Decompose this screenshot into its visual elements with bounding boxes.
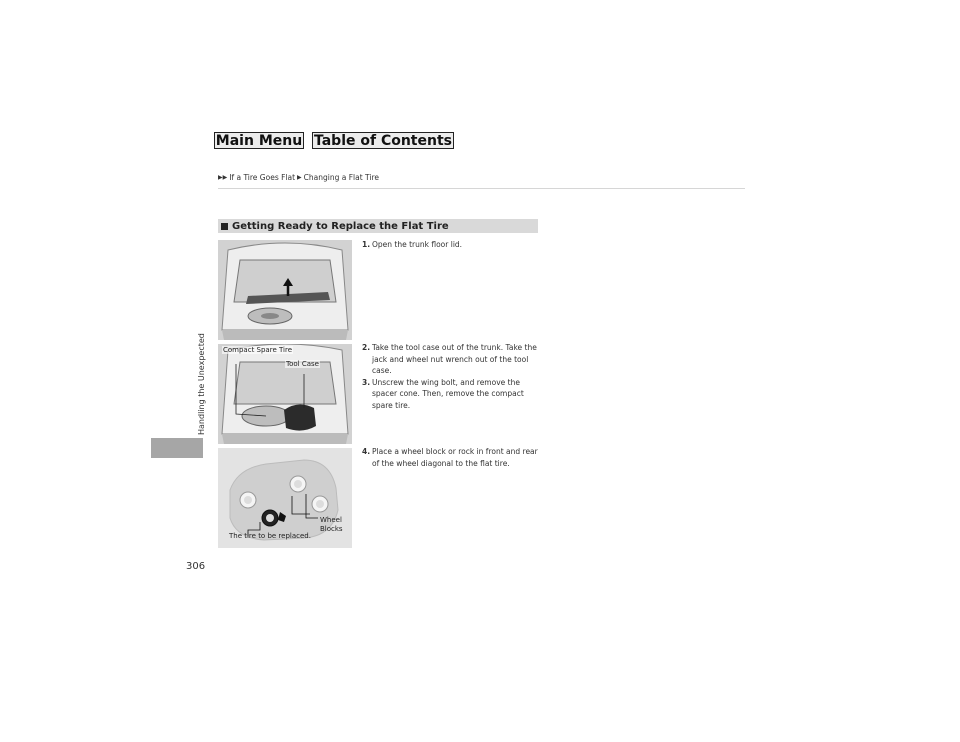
tool-case-label: Tool Case (286, 360, 319, 368)
section-header (218, 219, 538, 233)
main-menu-button[interactable]: Main Menu (215, 133, 303, 149)
step-number: 2. (362, 343, 371, 352)
header-divider (218, 188, 745, 189)
breadcrumb-arrow-icon: ▶ (297, 174, 302, 181)
breadcrumb-arrow-icon: ▶▶ (218, 174, 228, 181)
page-number: 306 (186, 561, 206, 572)
figure-tool-case (218, 344, 352, 444)
figure-open-trunk-floor (218, 240, 352, 340)
step-text: Place a wheel block or rock in front and rear of the wheel diagonal to the flat tire. (372, 447, 538, 468)
side-tab-marker (151, 438, 203, 458)
breadcrumb-item-changing: Changing a Flat Tire (303, 173, 380, 182)
step-text: Unscrew the wing bolt, and remove the spacer cone. Then, remove the compact spare tire. (372, 377, 524, 410)
section-title: Getting Ready to Replace the Flat Tire (232, 220, 449, 232)
wheel-blocks-label-line1: Wheel (320, 516, 342, 524)
square-bullet-icon (221, 223, 228, 230)
breadcrumb (218, 173, 379, 182)
step-1 (362, 239, 540, 251)
step-2-3 (362, 342, 540, 411)
side-tab-label: Handling the Unexpected (197, 333, 206, 435)
step-number: 3. (362, 377, 371, 387)
step-text: Open the trunk floor lid. (372, 240, 463, 249)
step-text: Take the tool case out of the trunk. Take the jack and wheel nut wrench out of the tool case. (372, 343, 537, 375)
tire-to-replace-label: The tire to be replaced. (229, 532, 311, 540)
wheel-blocks-label-line2: Blocks (320, 525, 343, 533)
table-of-contents-button[interactable]: Table of Contents (313, 133, 452, 149)
compact-spare-tire-label: Compact Spare Tire (223, 346, 293, 354)
step-4 (362, 446, 540, 469)
figure-wheel-blocks (218, 448, 352, 548)
step-number: 1. (362, 240, 371, 249)
step-number: 4. (362, 447, 371, 456)
breadcrumb-item-flat-tire[interactable]: If a Tire Goes Flat (229, 173, 296, 182)
